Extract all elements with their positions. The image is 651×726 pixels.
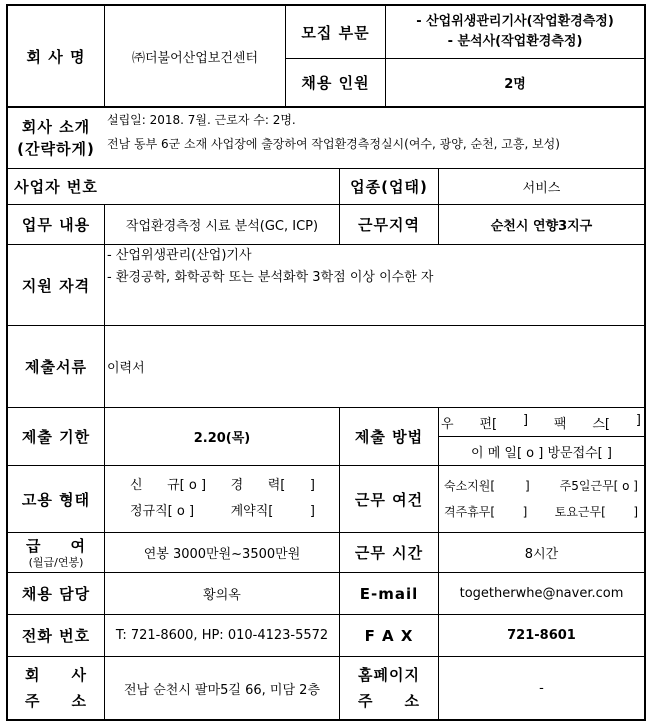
hours-value: 8시간	[524, 547, 559, 562]
phone-label: 전화 번호	[21, 627, 91, 645]
conditions-label: 근무 여건	[354, 490, 424, 509]
qual-item: - 산업위생관리(산업)기사	[107, 248, 252, 263]
method-token: 스[	[592, 416, 610, 432]
deadline-value: 2.20(목)	[193, 431, 251, 446]
homepage-label	[340, 657, 438, 719]
method-line-2: 이 메 일[ o ] 방문접수[ ]	[471, 445, 612, 461]
method-line-1	[441, 408, 641, 436]
contact-value: 황의옥	[203, 588, 241, 603]
contact-label: 채용 담당	[21, 585, 91, 603]
phone-value: T: 721-8600, HP: 010-4123-5572	[115, 628, 329, 643]
intro-label-line: (간략하게)	[17, 140, 95, 158]
biz-no-value	[105, 169, 339, 204]
emp-token: 경	[230, 478, 244, 493]
cond-token: 토요근무[	[554, 505, 606, 519]
hires-label: 채용 인원	[301, 74, 370, 92]
method-token: 편[	[479, 416, 498, 432]
cond-token: ]	[522, 505, 528, 519]
homepage-label-char: 주	[358, 692, 374, 710]
duty-label: 업무 내용	[21, 216, 91, 234]
method-mail-post	[441, 413, 641, 432]
intro-text	[105, 108, 644, 168]
emp-token: 정규직[ o ]	[130, 504, 195, 519]
salary-label	[8, 533, 104, 572]
company-name: ㈜더불어산업보건센터	[131, 50, 259, 66]
address-label-char: 사	[71, 666, 87, 684]
salary-label-sub: (월급/연봉)	[28, 555, 84, 569]
work-area-label: 근무지역	[358, 216, 420, 234]
qual-list	[105, 245, 644, 325]
cond-token: 주5일근무[ o ]	[559, 479, 638, 493]
cond-token: 숙소지원[	[444, 479, 496, 493]
company-name-label: 회 사 명	[26, 47, 86, 66]
intro-line: 전남 동부 6군 소재 사업장에 출장하여 작업환경측정실시(여수, 광양, 순천, 고흥, 보성)	[107, 137, 560, 151]
fax-label: F A X	[364, 626, 414, 645]
emp-token: ]	[309, 504, 315, 519]
address-label-char: 소	[71, 692, 87, 710]
conditions-line	[444, 499, 638, 525]
fax-value: 721-8601	[507, 628, 576, 643]
method-token: ]	[522, 412, 529, 428]
biz-no-label: 사업자 번호	[14, 178, 98, 196]
hires-value: 2명	[504, 77, 526, 92]
method-token: 팩	[553, 416, 567, 432]
address-value: 전남 순천시 팔마5길 66, 미담 2층	[123, 682, 321, 698]
work-area-value: 순천시 연향3지구	[490, 219, 593, 234]
homepage-label-line	[358, 688, 420, 714]
emp-token: 계약직[	[230, 504, 274, 519]
cond-token: ]	[633, 505, 638, 519]
method-token: ]	[635, 412, 641, 428]
intro-label	[8, 108, 104, 168]
address-label-char: 회	[25, 666, 41, 684]
address-label-line	[25, 662, 87, 688]
emp-type-line	[130, 473, 315, 499]
position-label: 모집 부문	[301, 23, 370, 42]
homepage-label-char: 소	[404, 692, 420, 710]
industry-label: 업종(업태)	[350, 178, 428, 196]
salary-label-char: 여	[70, 536, 86, 555]
homepage-label-line: 홈페이지	[358, 666, 420, 684]
emp-token: ]	[309, 478, 315, 493]
address-label-line	[25, 688, 87, 714]
deadline-label: 제출 기한	[21, 428, 91, 446]
conditions-options	[444, 466, 638, 532]
industry-value: 서비스	[522, 181, 561, 196]
method-label: 제출 방법	[354, 428, 424, 446]
table-border	[6, 719, 645, 721]
positions	[386, 6, 644, 58]
emp-token: 력[	[267, 478, 286, 493]
email-value[interactable]: togetherwhe@naver.com	[459, 586, 624, 601]
hours-label: 근무 시간	[354, 544, 424, 562]
qual-item: - 환경공학, 화학공학 또는 분석화학 3학점 이상 이수한 자	[107, 270, 434, 285]
salary-value: 연봉 3000만원~3500만원	[143, 547, 301, 562]
emp-type-label: 고용 형태	[21, 490, 91, 509]
salary-label-char: 급	[26, 536, 42, 555]
emp-token: 규[ o ]	[167, 478, 207, 493]
emp-token: 신	[130, 478, 143, 493]
address-label-char: 주	[25, 692, 41, 710]
position-item: - 산업위생관리기사(작업환경측정)	[416, 14, 614, 29]
conditions-line	[444, 473, 638, 499]
qual-label: 지원 자격	[21, 276, 91, 295]
salary-label-main	[26, 536, 86, 556]
address-label	[8, 657, 104, 719]
homepage-value[interactable]: -	[539, 680, 544, 696]
docs-label: 제출서류	[25, 358, 87, 376]
table-border	[644, 4, 646, 721]
cond-token: ]	[525, 479, 530, 493]
email-label: E-mail	[359, 584, 419, 603]
duty-value: 작업환경측정 시료 분석(GC, ICP)	[125, 219, 319, 234]
intro-label-line: 회사 소개	[21, 118, 91, 136]
method-token: 우	[441, 416, 454, 432]
position-item: - 분석사(작업환경측정)	[447, 34, 583, 49]
cond-token: 격주휴무[	[444, 505, 496, 519]
emp-type-options	[130, 466, 315, 532]
emp-type-line	[130, 499, 315, 525]
intro-line: 설립일: 2018. 7월. 근로자 수: 2명.	[107, 113, 296, 127]
docs-value: 이력서	[107, 361, 145, 376]
